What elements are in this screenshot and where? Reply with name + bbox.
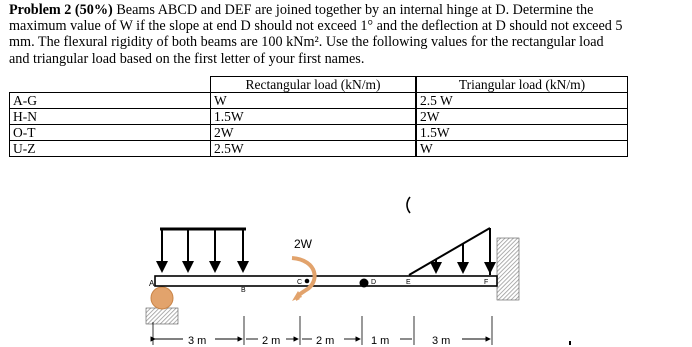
dimension-label: 1 m xyxy=(371,335,390,347)
table-header-rectangular: Rectangular load (kN/m) xyxy=(211,77,417,93)
wall-hatch-right xyxy=(497,238,519,300)
dimension-label: 2 m xyxy=(316,335,335,347)
rectangular-load xyxy=(160,229,246,271)
table-cell-range: A-G xyxy=(10,93,211,109)
moment-label: 2W xyxy=(294,237,312,251)
table-cell-triangular: W xyxy=(416,141,628,157)
label-E: E xyxy=(406,279,411,286)
triangular-load xyxy=(409,228,490,275)
problem-line-2: maximum value of W if the slope at end D should not exceed 1° and the deflection at D should not exceed 5 xyxy=(9,18,623,35)
pin-support-A xyxy=(151,287,173,309)
problem-line-3: mm. The flexural rigidity of both beams are 100 kNm². Use the following values for the rectangular load xyxy=(9,34,604,51)
table-header-triangular: Triangular load (kN/m) xyxy=(416,77,628,93)
label-A: A xyxy=(149,279,155,288)
problem-text-1: Beams ABCD and DEF are joined together by an internal hinge at D. Determine the xyxy=(112,2,594,18)
label-D: D xyxy=(371,279,377,286)
table-cell-triangular: 2.5 W xyxy=(416,93,628,109)
dimension-label: 3 m xyxy=(432,335,451,347)
label-C: C xyxy=(297,279,303,286)
table-cell-rectangular: W xyxy=(211,93,417,109)
label-B: B xyxy=(241,287,246,294)
dimension-label: 2 m xyxy=(262,335,281,347)
table-cell-rectangular: 1.5W xyxy=(211,109,417,125)
label-F: F xyxy=(484,279,489,286)
dimension-label: 3 m xyxy=(188,335,207,347)
stray-mark xyxy=(407,197,410,213)
table-cell-rectangular: 2W xyxy=(211,125,417,141)
table-cell-triangular: 2W xyxy=(416,109,628,125)
problem-heading: Problem 2 (50%) xyxy=(9,2,113,18)
table-cell-range: U-Z xyxy=(10,141,211,157)
beam xyxy=(155,276,497,286)
table-cell-rectangular: 2.5W xyxy=(211,141,417,157)
hinge-D xyxy=(360,279,369,288)
table-cell-range: H-N xyxy=(10,109,211,125)
problem-line-4: and triangular load based on the first letter of your first names. xyxy=(9,50,365,67)
moment-arrow xyxy=(292,237,315,301)
point-C-dot xyxy=(305,279,310,284)
stray-dot xyxy=(569,341,571,345)
table-cell-triangular: 1.5W xyxy=(416,125,628,141)
table-cell-range: O-T xyxy=(10,125,211,141)
ground-hatch-left xyxy=(146,308,178,324)
